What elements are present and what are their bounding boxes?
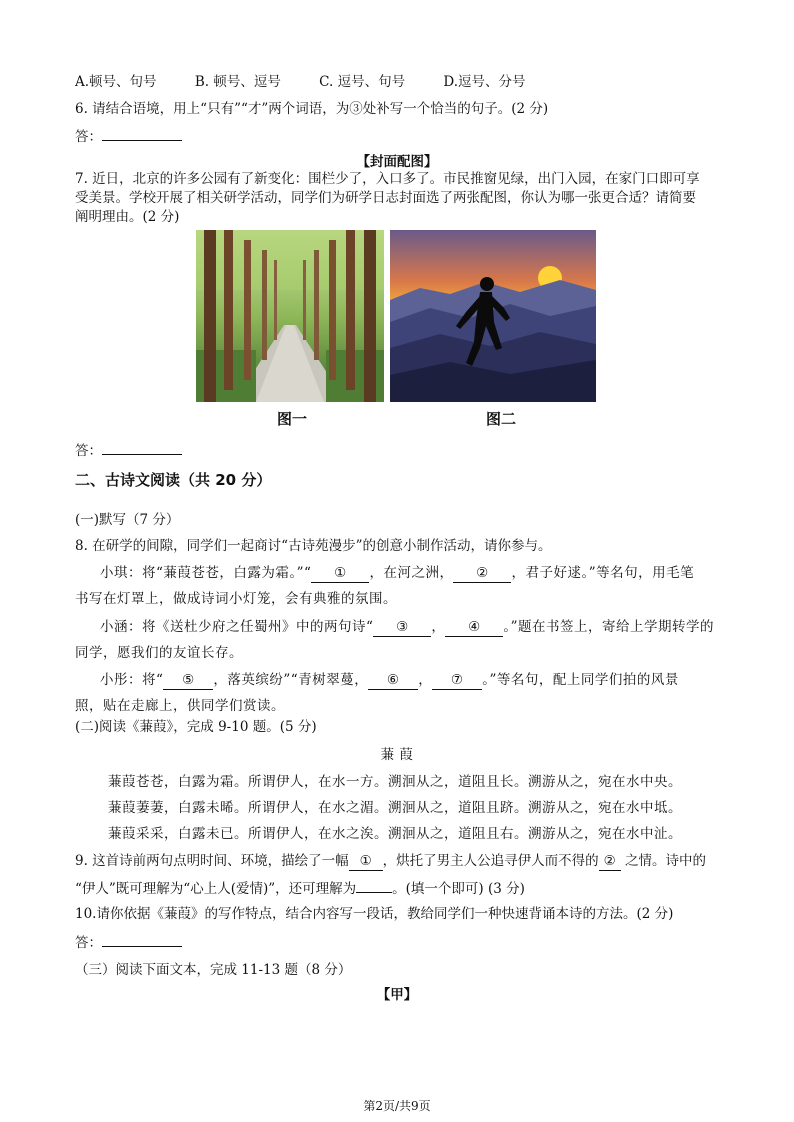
text-jia-label: 【甲】 <box>376 987 418 1003</box>
question-7-line2: 受美景。学校开展了相关研学活动，同学们为研学日志封面选了两张配图，你认为哪一张更合适？请简要 <box>75 190 696 206</box>
poem-title: 蒹 葭 <box>380 747 414 763</box>
option-a: A.顿号、句号 <box>75 74 157 90</box>
blank-4[interactable]: ④ <box>445 619 503 637</box>
q9-blank-1[interactable]: ① <box>349 853 383 871</box>
q9-blank-2[interactable]: ② <box>599 853 621 871</box>
q8-xiaohan-line1: 小涵：将《送杜少府之任蜀州》中的两句诗“ ③ ， ④ 。”题在书签上，寄给上学期转学的 <box>100 619 715 635</box>
poem-stanza-1: 蒹葭苍苍，白露为霜。所谓伊人，在水一方。溯洄从之，道阻且长。溯游从之，宛在水中央。 <box>108 774 682 790</box>
blank-1[interactable]: ① <box>311 565 369 583</box>
sunset-runner-image <box>390 230 596 402</box>
option-d: D.逗号、分号 <box>443 74 526 90</box>
answer-line-6: 答： <box>75 126 182 147</box>
section-2-title: 二、古诗文阅读（共 20 分） <box>75 471 272 489</box>
poem-stanza-2: 蒹葭萋萋，白露未晞。所谓伊人，在水之湄。溯洄从之，道阻且跻。溯游从之，宛在水中坻。 <box>108 800 682 816</box>
option-c: C. 逗号、句号 <box>319 74 406 90</box>
subsection-3-title: （三）阅读下面文本，完成 11-13 题（8 分） <box>75 962 352 978</box>
answer-blank[interactable] <box>102 126 182 141</box>
q5-options <box>75 72 560 92</box>
q8-xiaotong-line1: 小彤：将“ ⑤ ，落英缤纷”“青树翠蔓， ⑥ ， ⑦ 。”等名句，配上同学们拍的风景 <box>100 672 679 688</box>
blank-2[interactable]: ② <box>453 565 511 583</box>
blank-7[interactable]: ⑦ <box>432 672 482 690</box>
blank-6[interactable]: ⑥ <box>368 672 418 690</box>
blank-3[interactable]: ③ <box>373 619 431 637</box>
q8-xiaoqi-line2: 书写在灯罩上，做成诗词小灯笼，会有典雅的氛围。 <box>75 591 397 607</box>
question-9-line2: “伊人”既可理解为“心上人(爱情)”，还可理解为 。(填一个即可) (3 分) <box>75 877 525 899</box>
subsection-1-title: (一)默写（7 分） <box>75 512 180 528</box>
page-footer: 第2页/共9页 <box>363 1099 431 1113</box>
option-b: B. 顿号、逗号 <box>194 74 281 90</box>
cover-section-title: 【封面配图】 <box>356 154 438 170</box>
question-9-line1: 9. 这首诗前两句点明时间、环境，描绘了一幅 ① ，烘托了男主人公追寻伊人而不得的 ② 之情。诗中的 <box>75 853 706 869</box>
forest-path-image <box>196 230 384 402</box>
q8-xiaohan-line2: 同学，愿我们的友谊长存。 <box>75 645 243 661</box>
q8-xiaotong-line2: 照，贴在走廊上，供同学们赏读。 <box>75 698 285 714</box>
answer-blank[interactable] <box>102 440 182 455</box>
blank-5[interactable]: ⑤ <box>163 672 213 690</box>
subsection-2-title: (二)阅读《蒹葭》，完成 9-10 题。(5 分) <box>75 719 317 735</box>
poem-stanza-3: 蒹葭采采，白露未已。所谓伊人，在水之涘。溯洄从之，道阻且右。溯游从之，宛在水中沚。 <box>108 826 682 842</box>
answer-line-10: 答： <box>75 932 182 953</box>
answer-blank[interactable] <box>102 932 182 947</box>
answer-line-7: 答： <box>75 440 182 461</box>
figure-1-caption: 图一 <box>277 410 308 428</box>
question-8-intro: 8. 在研学的间隙，同学们一起商讨“古诗苑漫步”的创意小制作活动，请你参与。 <box>75 538 552 554</box>
q9-blank-3[interactable] <box>356 877 392 893</box>
question-10: 10.请你依据《蒹葭》的写作特点，结合内容写一段话，教给同学们一种快速背诵本诗的方法。(2 分) <box>75 906 674 922</box>
question-7-line1: 7. 近日，北京的许多公园有了新变化：围栏少了，入口多了。市民推窗见绿，出门入园，在家门口即可享 <box>75 171 700 187</box>
question-7-line3: 阐明理由。(2 分) <box>75 209 180 225</box>
question-6: 6. 请结合语境，用上“只有”“才”两个词语，为③处补写一个恰当的句子。(2 分) <box>75 101 549 117</box>
q8-xiaoqi-line1: 小琪：将“蒹葭苍苍，白露为霜。”“ ① ，在河之洲， ② ，君子好逑。”等名句，用毛笔 <box>100 565 695 581</box>
figure-2-caption: 图二 <box>486 410 517 428</box>
